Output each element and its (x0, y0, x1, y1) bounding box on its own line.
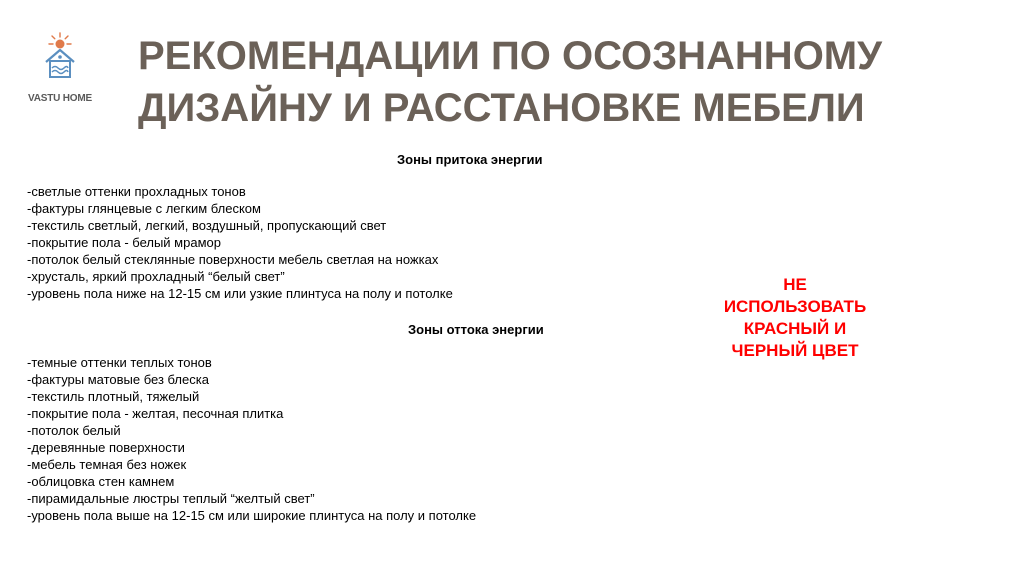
list-item: -потолок белый стеклянные поверхности мебель светлая на ножках (27, 252, 439, 267)
list-item: -потолок белый (27, 423, 121, 438)
list-item: -текстиль плотный, тяжелый (27, 389, 200, 404)
list-item: -хрусталь, яркий прохладный “белый свет” (27, 269, 285, 284)
outflow-heading: Зоны оттока энергии (408, 322, 544, 337)
list-item: -деревянные поверхности (27, 440, 185, 455)
list-item: -фактуры глянцевые с легким блеском (27, 201, 261, 216)
logo-text: VASTU HOME (28, 93, 92, 104)
list-item: -уровень пола ниже на 12-15 см или узкие плинтуса на полу и потолке (27, 286, 453, 301)
list-item: -облицовка стен камнем (27, 474, 175, 489)
list-item: -темные оттенки теплых тонов (27, 355, 212, 370)
list-item: -фактуры матовые без блеска (27, 372, 209, 387)
house-sun-icon (42, 30, 78, 82)
inflow-heading: Зоны притока энергии (397, 152, 543, 167)
color-warning: НЕ ИСПОЛЬЗОВАТЬ КРАСНЫЙ И ЧЕРНЫЙ ЦВЕТ (723, 275, 867, 360)
outflow-list (27, 354, 476, 524)
list-item: -покрытие пола - белый мрамор (27, 235, 221, 250)
list-item: -покрытие пола - желтая, песочная плитка (27, 406, 284, 421)
list-item: -светлые оттенки прохладных тонов (27, 184, 246, 199)
list-item: -текстиль светлый, легкий, воздушный, пропускающий свет (27, 218, 387, 233)
vastu-home-logo (28, 30, 92, 108)
list-item: -уровень пола выше на 12-15 см или широкие плинтуса на полу и потолке (27, 508, 477, 523)
inflow-list (27, 183, 453, 302)
page-title: РЕКОМЕНДАЦИИ ПО ОСОЗНАННОМУ ДИЗАЙНУ И РАССТАНОВКЕ МЕБЕЛИ (138, 34, 883, 130)
list-item: -мебель темная без ножек (27, 457, 187, 472)
list-item: -пирамидальные люстры теплый “желтый свет” (27, 491, 315, 506)
